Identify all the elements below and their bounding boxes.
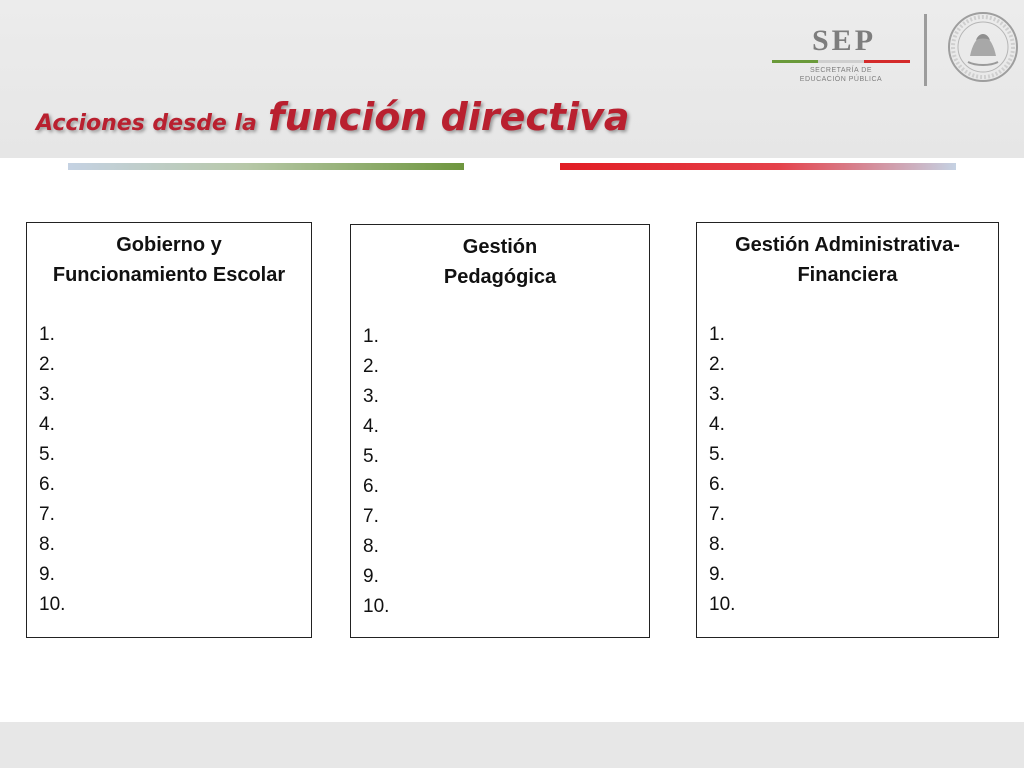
list-item: 6. [39, 474, 55, 495]
list-item: 1. [363, 326, 379, 347]
box-title-line1: Gobierno y [116, 234, 222, 256]
sep-subtitle-line1: SECRETARÍA DE [810, 67, 872, 74]
box-title [697, 230, 998, 290]
list-item: 10. [363, 596, 390, 617]
box-gobierno-funcionamiento [26, 222, 312, 638]
list-item: 6. [709, 474, 725, 495]
numbered-list [351, 322, 649, 622]
list-item: 3. [363, 386, 379, 407]
box-title [351, 232, 649, 292]
page-title [36, 95, 630, 139]
list-item: 8. [709, 534, 725, 555]
spacer [697, 290, 998, 320]
box-title-line2: Funcionamiento Escolar [52, 264, 286, 286]
sep-logo [772, 24, 914, 90]
list-item: 1. [709, 324, 725, 345]
list-item: 4. [363, 416, 379, 437]
spacer [27, 290, 311, 320]
list-item: 8. [39, 534, 55, 555]
list-item: 2. [363, 356, 379, 377]
footer-band [0, 722, 1024, 768]
list-item: 10. [709, 594, 736, 615]
sep-logo-subtitle [772, 66, 910, 84]
list-item: 4. [39, 414, 55, 435]
box-title-line2: Financiera [797, 264, 898, 286]
list-item: 9. [709, 564, 725, 585]
box-title [27, 230, 311, 290]
list-item: 5. [39, 444, 55, 465]
list-item: 2. [39, 354, 55, 375]
logo-divider [924, 14, 927, 86]
spacer [351, 292, 649, 322]
list-item: 7. [363, 506, 379, 527]
logo-stripe-red [864, 60, 910, 63]
logo-stripe-white [818, 60, 864, 63]
list-item: 7. [709, 504, 725, 525]
box-title-line2: Pedagógica [443, 266, 557, 288]
numbered-list [27, 320, 311, 620]
list-item: 8. [363, 536, 379, 557]
numbered-list [697, 320, 998, 620]
list-item: 4. [709, 414, 725, 435]
title-rule-left [68, 163, 464, 170]
list-item: 5. [363, 446, 379, 467]
list-item: 9. [39, 564, 55, 585]
sep-subtitle-line2: EDUCACIÓN PÚBLICA [799, 76, 883, 83]
list-item: 3. [39, 384, 55, 405]
list-item: 10. [39, 594, 66, 615]
box-title-line1: Gestión [462, 236, 538, 258]
title-prefix: Acciones desde la [36, 111, 257, 136]
mexico-coat-of-arms-seal-icon [946, 10, 1020, 84]
list-item: 2. [709, 354, 725, 375]
title-rule-right [560, 163, 956, 170]
title-main: función directiva [268, 95, 630, 139]
list-item: 6. [363, 476, 379, 497]
list-item: 7. [39, 504, 55, 525]
box-title-line1: Gestión Administrativa- [735, 234, 960, 256]
box-gestion-pedagogica [350, 224, 650, 638]
logo-stripe-green [772, 60, 818, 63]
list-item: 5. [709, 444, 725, 465]
list-item: 1. [39, 324, 55, 345]
sep-logo-text: SEP [812, 24, 877, 57]
list-item: 3. [709, 384, 725, 405]
box-gestion-administrativa-financiera [696, 222, 999, 638]
list-item: 9. [363, 566, 379, 587]
